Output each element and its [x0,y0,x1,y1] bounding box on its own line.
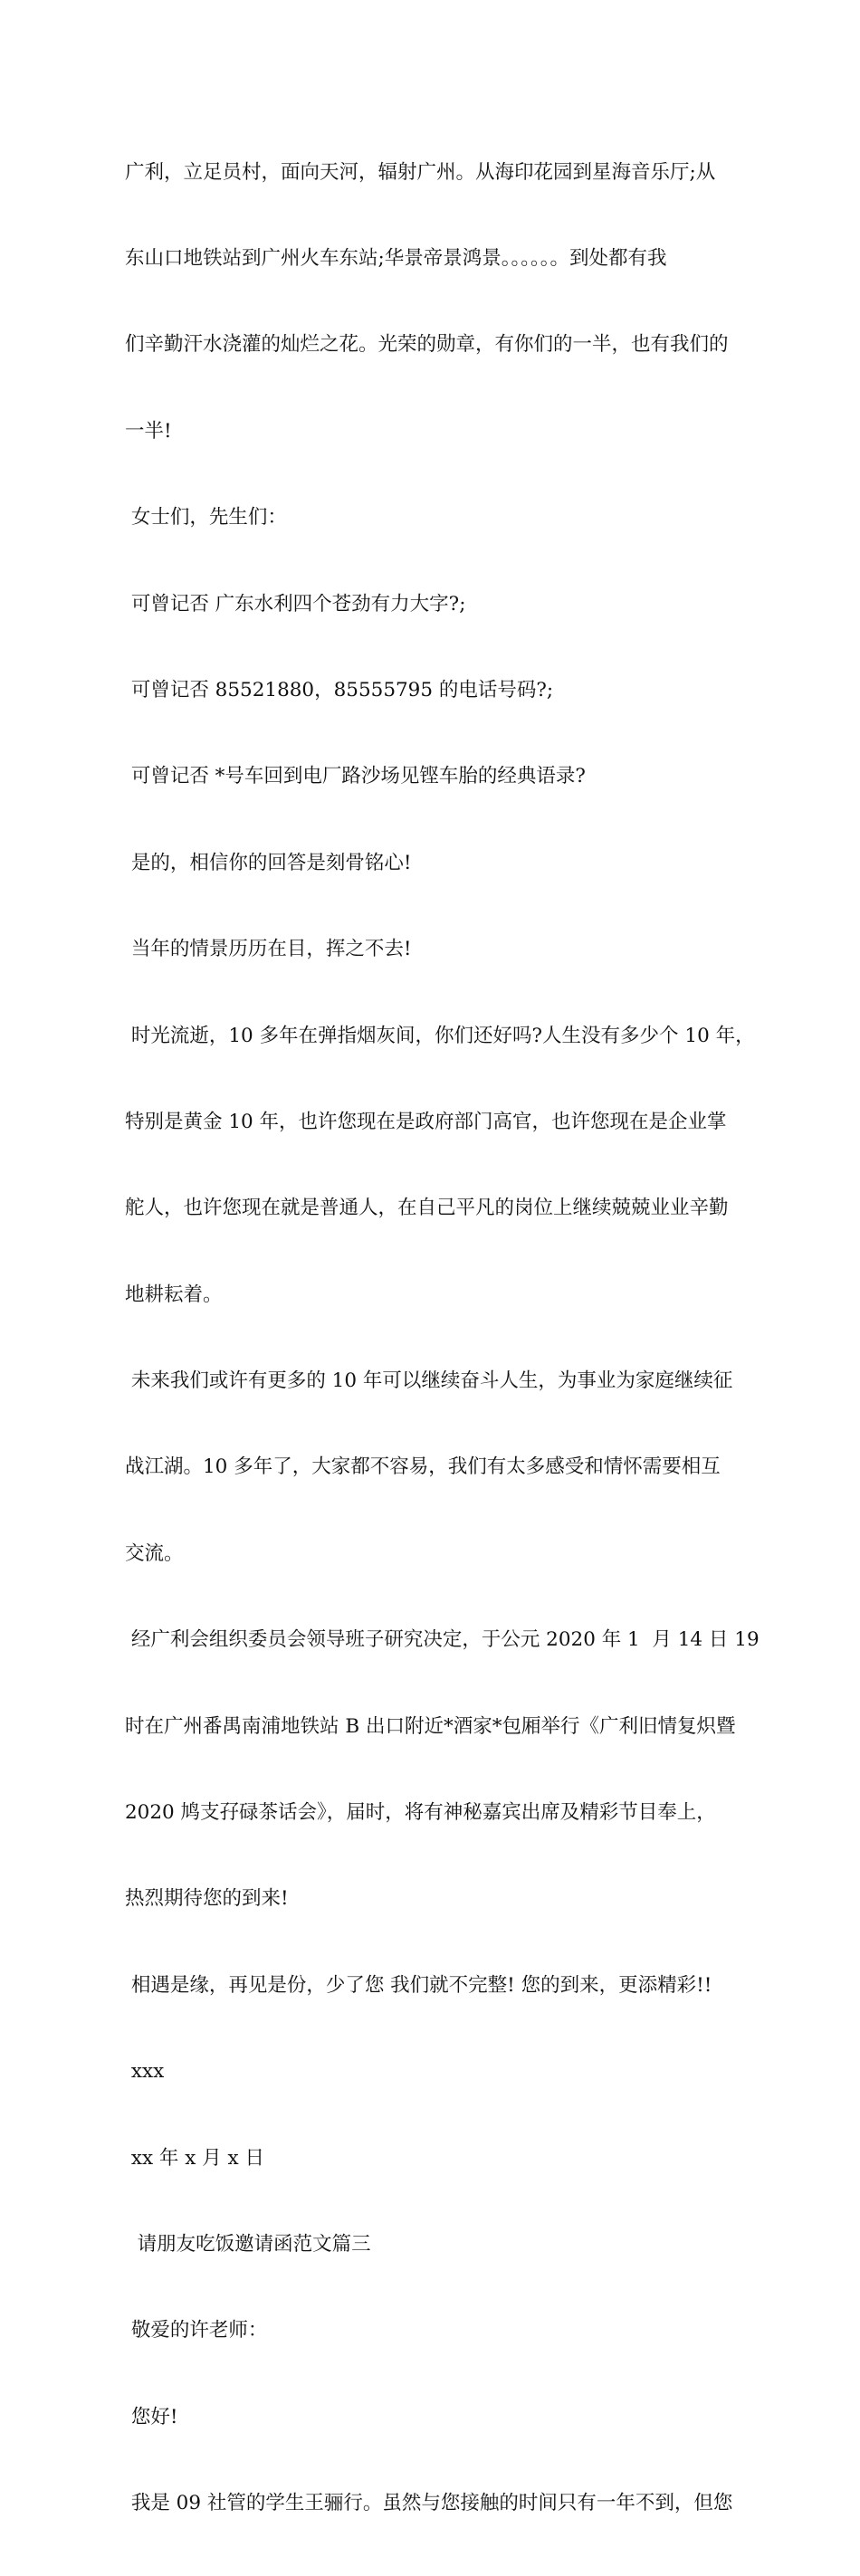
text-line: 地耕耘着。 [125,1283,223,1306]
text-line: 当年的情景历历在目，挥之不去! [125,938,412,961]
section-heading: 请朋友吃饭邀请函范文篇三 [125,2232,371,2256]
document-body [125,100,760,2576]
text-line: 相遇是缘，再见是份，少了您 我们就不完整! 您的到来，更添精彩!! [125,1973,712,1997]
text-line: 广利，立足员村，面向天河，辐射广州。从海印花园到星海音乐厅;从 [125,160,716,184]
text-line: 时光流逝，10 多年在弹指烟灰间，你们还好吗?人生没有多少个 10 年， [125,1024,755,1047]
text-line: 可曾记否 85521880，85555795 的电话号码?; [125,678,554,701]
text-line: 可曾记否 广东水利四个苍劲有力大字?; [125,592,466,615]
text-line: 2020 鸠支孖碌茶话会》，届时，将有神秘嘉宾出席及精彩节目奉上， [125,1801,716,1825]
text-line: 时在广州番禺南浦地铁站 B 出口附近*酒家*包厢举行《广利旧情复炽暨 [125,1714,736,1738]
text-line: 一半! [125,419,172,443]
text-line: 舵人，也许您现在就是普通人，在自己平凡的岗位上继续兢兢业业辛勤 [125,1197,729,1220]
text-line: 东山口地铁站到广州火车东站;华景帝景鸿景。。。。。。到处都有我 [125,246,667,270]
greeting-line: 您好! [125,2405,178,2428]
text-line: 战江湖。10 多年了，大家都不容易，我们有太多感受和情怀需要相互 [125,1455,721,1479]
text-line: 特别是黄金 10 年，也许您现在是政府部门高官，也许您现在是企业掌 [125,1110,727,1133]
signature-line: xxx [125,2060,165,2084]
text-line: 我是 09 社管的学生王骊行。虽然与您接触的时间只有一年不到，但您 [125,2492,733,2515]
salutation-line: 敬爱的许老师： [125,2319,268,2342]
date-line: xx 年 x 月 x 日 [125,2146,265,2170]
text-line: 们辛勤汗水浇灌的灿烂之花。光荣的勋章，有你们的一半，也有我们的 [125,333,729,357]
salutation-line: 女士们，先生们： [125,506,287,530]
text-line: 交流。 [125,1541,184,1565]
text-line: 经广利会组织委员会领导班子研究决定，于公元 2020 年 1 月 14 日 19 [125,1628,760,1652]
text-line: 热烈期待您的到来! [125,1887,289,1911]
text-line: 未来我们或许有更多的 10 年可以继续奋斗人生，为事业为家庭继续征 [125,1369,733,1393]
text-line: 可曾记否 *号车回到电厂路沙场见铿车胎的经典语录? [125,765,586,788]
text-line: 是的，相信你的回答是刻骨铭心! [125,851,412,874]
